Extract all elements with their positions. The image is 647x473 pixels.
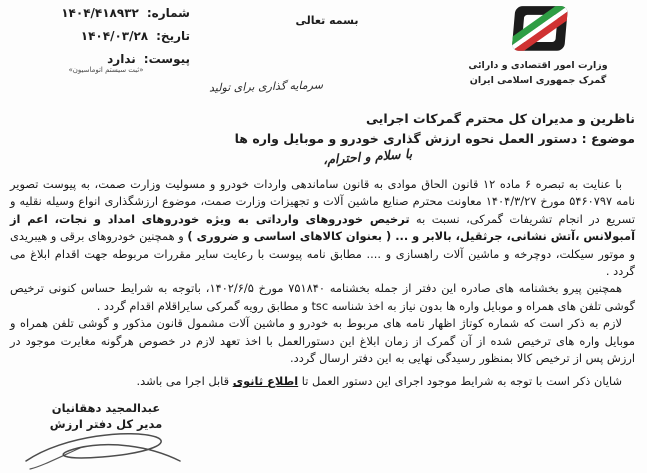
letter-body: [10, 176, 635, 391]
letter-attachment-row: [22, 52, 190, 66]
handwritten-salutation: با سلام و احترام،: [322, 145, 413, 168]
letter-date-row: [22, 29, 190, 43]
paragraph-4-end: قابل اجرا می باشد.: [136, 374, 233, 389]
date-value: ۱۴۰۴/۰۳/۲۸: [80, 29, 149, 43]
attachment-label: پیوست:: [143, 52, 190, 66]
subject-line: موضوع : دستور العمل نحوه ارزش گذاری خودرو و موبایل واره ها: [234, 131, 635, 146]
paragraph-4-start: شایان ذکر است با توجه به شرایط موجود اجرای این دستور العمل تا: [298, 374, 622, 389]
customs-logo-icon: [495, 2, 581, 58]
paragraph-3: لازم به ذکر است که شماره کوتاژ اظهار نامه های مربوط به خودرو و ماشین آلات مشمول قانون مذکور و گوشی تلفن همراه و موبایل واره های ترخیص شده از آن گمرک از زمان ابلاغ این دستورالعمل با اخذ تعهد لازم در خصوص هرگونه مغایرت موجود در ارزش پس از ترخیص کالا بمنظور رسیدگی نهایی به این دفتر ارسال گردد.: [10, 316, 635, 366]
signer-name: عبدالمجید دهقانیان: [51, 401, 161, 415]
paragraph-2: همچنین پیرو بخشنامه های صادره این دفتر از جمله بخشنامه ۷۵۱۸۴۰ مورخ ۱۴۰۲/۶/۵، باتوجه به شرایط حساس کنونی ترخیص گوشی تلفن های همراه و موبایل واره ها بدون نیاز به اخذ شناسه tsc و مطابق رویه گمرکی سایراقلام اقدام گردد .: [10, 281, 635, 313]
ministry-name: وزارت امور اقتصادی و دارائی: [468, 60, 608, 71]
number-label: شماره:: [146, 6, 190, 20]
handwritten-signature-icon: [20, 427, 188, 473]
bismillah-text: بسمه تعالی: [295, 14, 359, 27]
org-header: [443, 2, 633, 88]
agency-name: گمرک جمهوری اسلامی ایران: [469, 75, 607, 86]
paragraph-1-end: و همچنین خودروهای برقی و هیبریدی و موتور سیکلت، دوچرخه و ماشین آلات راهسازی و .... مطابق نامه پیوست با رعایت سایر مقررات مربوطه جهت اقدام ابلاغ می گردد .: [10, 229, 635, 279]
letter-number-row: [22, 6, 190, 20]
signer-title: مدیر کل دفتر ارزش: [49, 417, 163, 431]
signature-block: [26, 401, 186, 431]
date-label: تاریخ:: [156, 29, 190, 43]
paragraph-1-start: با عنایت به تبصره ۶ ماده ۱۲ قانون الحاق موادی به قانون ساماندهی واردات خودرو و مسولیت وزارت صمت، به پیوست تصویر نامه ۵۴۶۰۷۹۷ مورخ ۱۴۰۴/۳/۲۷ معاونت محترم صنایع ماشین آلات و تجهیزات وزارت صمت، موضوع ارزشگذاری انواع وسیله نقلیه و تسریع در انجام تشریفات گمرکی، نسبت به: [10, 177, 635, 226]
addressee-line: ناظرین و مدیران کل محترم گمرکات اجرایی: [365, 111, 635, 126]
paragraph-1-bold-clause: ترخیص خودروهای وارداتی به ویژه خودروهای امداد و نجات، اعم از آمبولانس ،آتش نشانی، جرثقیل، بالابر و ... ( بعنوان کالاهای اساسی و ضروری ): [10, 211, 636, 244]
automation-note: «ثبت سیستم اتوماسیون»: [68, 66, 144, 74]
paragraph-4: [10, 373, 635, 390]
slogan-text: سرمایه گذاری برای تولید: [208, 78, 324, 95]
paragraph-1: [10, 176, 635, 280]
number-value: ۱۴۰۴/۴۱۸۹۳۲: [61, 6, 139, 20]
attachment-value: ندارد: [107, 52, 136, 66]
paragraph-4-emphasis: اطلاع ثانوی: [232, 374, 299, 389]
letter-meta: [22, 6, 190, 74]
